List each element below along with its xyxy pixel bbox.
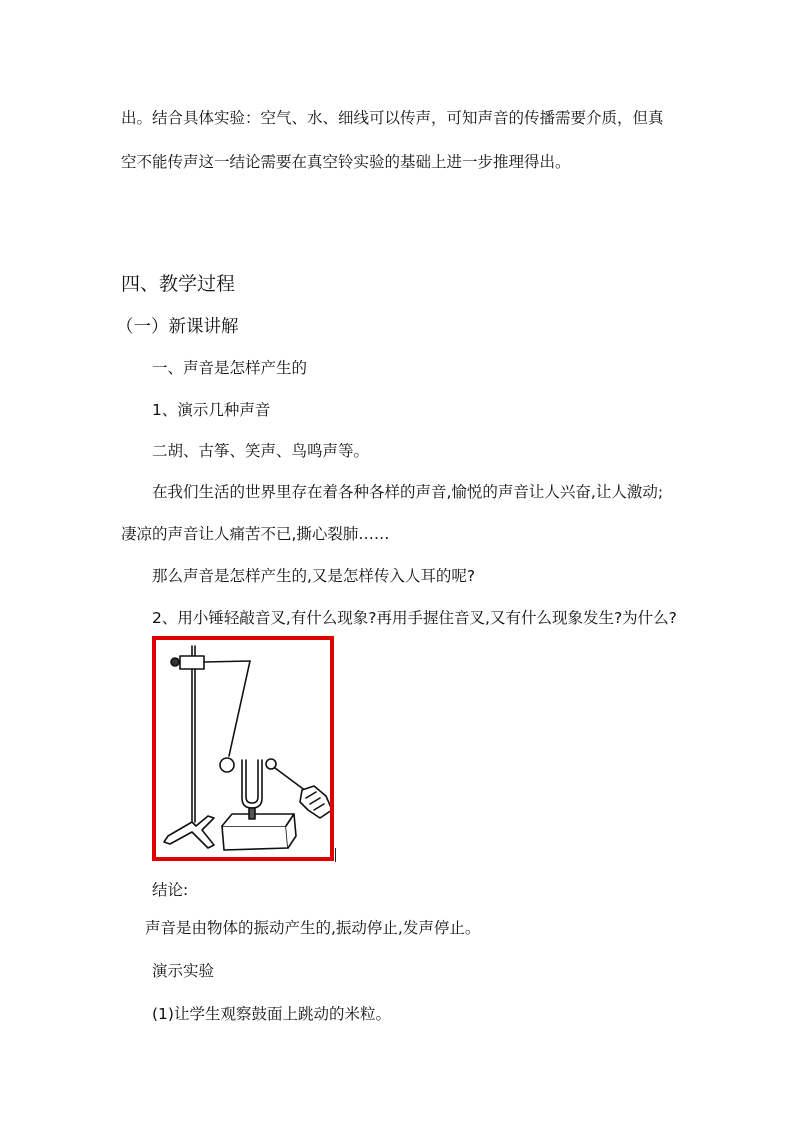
step-1-heading: 1、演示几种声音 [152,401,271,419]
figure-edge-mark [335,848,336,862]
experiment-figure [152,636,334,861]
clamp-screw [171,658,179,666]
conclusion-text: 声音是由物体的振动产生的,振动停止,发声停止。 [145,919,481,937]
stand-base [164,816,214,848]
tuning-fork-outer [242,760,262,808]
tuning-fork-inner [246,760,258,803]
paragraph-line-2: 空不能传声这一结论需要在真空铃实验的基础上进一步推理得出。 [121,153,571,171]
tuning-fork-illustration [156,640,330,857]
intro-line-2: 凄凉的声音让人痛苦不已,撕心裂肺…… [121,525,390,543]
demo-label: 演示实验 [152,962,215,980]
resonance-box-top [222,814,294,826]
sound-examples: 二胡、古筝、笑声、鸟鸣声等。 [152,442,370,460]
pendulum-ball [220,758,234,772]
resonance-box-front [222,826,288,850]
tuning-fork-stem [249,808,255,819]
topic-heading: 一、声音是怎样产生的 [152,359,308,377]
pendulum-string [229,661,250,756]
question-line: 那么声音是怎样产生的,又是怎样传入人耳的呢? [152,567,476,585]
demo-item-1: (1)让学生观察鼓面上跳动的米粒。 [152,1005,391,1023]
hand [300,786,330,818]
clamp-arm [204,661,250,662]
stand-clamp [180,656,204,669]
section-subheading: （一）新课讲解 [116,317,239,337]
section-heading: 四、教学过程 [121,273,236,295]
paragraph-line-1: 出。结合具体实验：空气、水、细线可以传声，可知声音的传播需要介质，但真 [121,109,664,127]
intro-line-1: 在我们生活的世界里存在着各种各样的声音,愉悦的声音让人兴奋,让人激动; [152,483,664,501]
step-2-heading: 2、用小锤轻敲音叉,有什么现象?再用手握住音叉,又有什么现象发生?为什么? [152,609,677,627]
conclusion-label: 结论: [152,881,189,899]
